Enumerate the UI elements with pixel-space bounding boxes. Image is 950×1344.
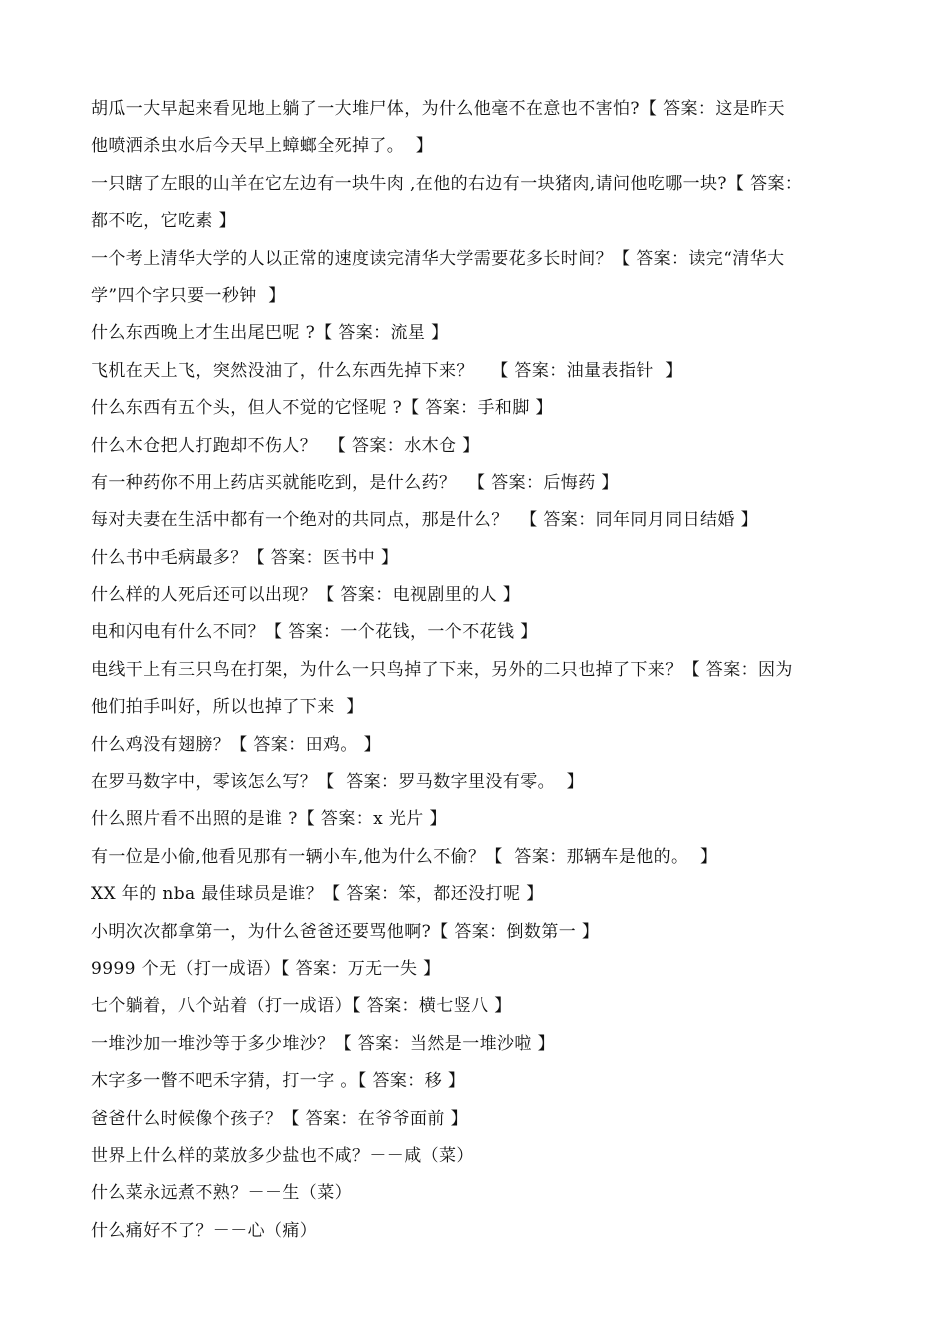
- text-line: XX 年的 nba 最佳球员是谁？【 答案：笨，都还没打呢 】: [91, 884, 544, 905]
- text-line: 什么木仓把人打跑却不伤人？ 【 答案：水木仓 】: [91, 435, 480, 456]
- text-line: 有一种药你不用上药店买就能吃到，是什么药？ 【 答案：后悔药 】: [91, 472, 619, 493]
- text-line: 有一位是小偷,他看见那有一辆小车,他为什么不偷？【 答案：那辆车是他的。 】: [91, 846, 718, 867]
- text-line: 学”四个字只要一秒钟 】: [91, 285, 286, 306]
- text-line: 什么样的人死后还可以出现？【 答案：电视剧里的人 】: [91, 585, 521, 606]
- text-line: 电和闪电有什么不同？【 答案：一个花钱，一个不花钱 】: [91, 622, 538, 643]
- text-line: 一堆沙加一堆沙等于多少堆沙？【 答案：当然是一堆沙啦 】: [91, 1033, 556, 1054]
- text-line: 在罗马数字中，零该怎么写？【 答案：罗马数字里没有零。 】: [91, 772, 585, 793]
- text-line: 爸爸什么时候像个孩子？【 答案：在爷爷面前 】: [91, 1108, 469, 1129]
- text-line: 一个考上清华大学的人以正常的速度读完清华大学需要花多长时间？【 答案：读完“清华大: [91, 248, 785, 269]
- text-line: 世界上什么样的菜放多少盐也不咸？－－咸（菜）: [91, 1145, 474, 1166]
- text-line: 木字多一瞥不吧禾字猜，打一字 。【 答案：移 】: [91, 1071, 466, 1092]
- text-line: 什么照片看不出照的是谁 ?【 答案：x 光片 】: [91, 809, 447, 830]
- text-line: 电线干上有三只鸟在打架，为什么一只鸟掉了下来，另外的二只也掉了下来？【 答案：因为: [91, 659, 793, 680]
- text-line: 什么菜永远煮不熟？－－生（菜）: [91, 1183, 352, 1204]
- text-line: 飞机在天上飞，突然没油了，什么东西先掉下来？ 【 答案：油量表指针 】: [91, 360, 683, 381]
- text-line: 一只瞎了左眼的山羊在它左边有一块牛肉 ,在他的右边有一块猪肉,请问他吃哪一块?【 答案：: [91, 173, 803, 194]
- text-line: 他喷洒杀虫水后今天早上蟑螂全死掉了。 】: [91, 136, 434, 157]
- text-line: 每对夫妻在生活中都有一个绝对的共同点，那是什么？ 【 答案：同年同月同日结婚 】: [91, 510, 759, 531]
- text-line: 什么东西晚上才生出尾巴呢 ?【 答案：流星 】: [91, 323, 449, 344]
- text-line: 胡瓜一大早起来看见地上躺了一大堆尸体，为什么他毫不在意也不害怕?【 答案：这是昨天: [91, 99, 785, 119]
- text-line: 9999 个无（打一成语）【 答案：万无一失 】: [91, 958, 441, 979]
- text-line: 什么痛好不了？－－心（痛）: [91, 1220, 318, 1241]
- text-line: 都不吃，它吃素 】: [91, 211, 237, 232]
- text-line: 他们拍手叫好，所以也掉了下来 】: [91, 697, 364, 718]
- text-line: 什么东西有五个头，但人不觉的它怪呢 ?【 答案：手和脚 】: [91, 398, 553, 419]
- text-line: 什么鸡没有翅膀？【 答案：田鸡。 】: [91, 734, 382, 755]
- riddle-text-body: [91, 91, 863, 1250]
- text-line: 七个躺着，八个站着（打一成语）【 答案：横七竖八 】: [91, 996, 512, 1017]
- text-line: 小明次次都拿第一，为什么爸爸还要骂他啊?【 答案：倒数第一 】: [91, 921, 600, 942]
- text-line: 什么书中毛病最多？【 答案：医书中 】: [91, 547, 399, 568]
